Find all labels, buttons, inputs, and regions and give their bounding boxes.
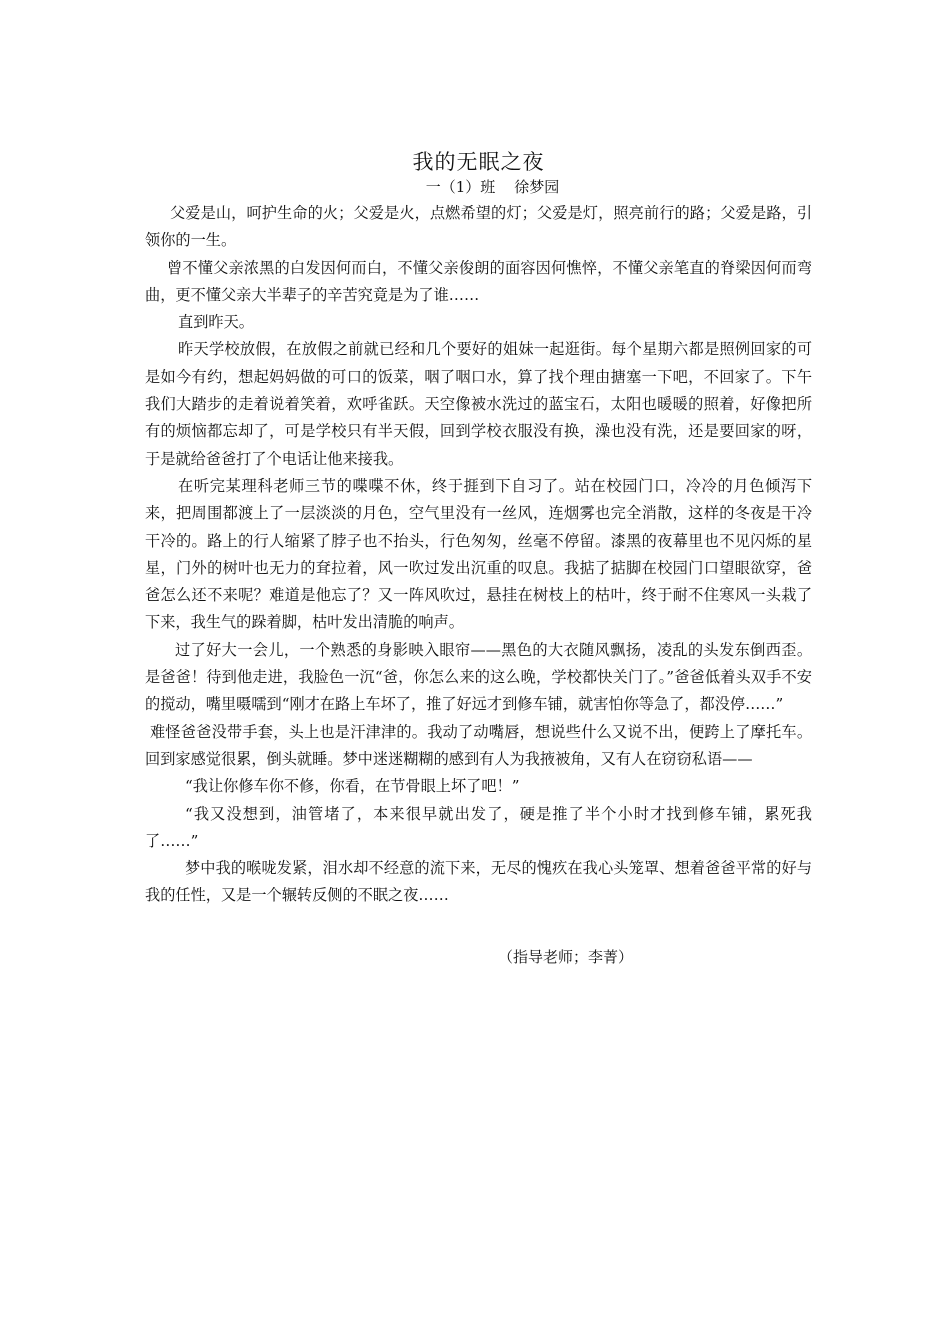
paragraph: 难怪爸爸没带手套，头上也是汗津津的。我动了动嘴唇，想说些什么又说不出，便跨上了摩托车。回到家感觉很累，倒头就睡。梦中迷迷糊糊的感到有人为我掖被角，又有人在窃窃私语——	[145, 722, 812, 768]
author-byline: 一（1）班 徐梦园	[425, 178, 560, 196]
document-title: 我的无眠之夜	[412, 150, 545, 174]
paragraph: “我让你修车你不修，你看，在节骨眼上坏了吧！”	[185, 777, 520, 796]
paragraph: 父爱是山，呵护生命的火；父爱是火，点燃希望的灯；父爱是灯，照亮前行的路；父爱是路，引领你的一生。	[145, 204, 812, 250]
paragraph: 直到昨天。	[178, 313, 254, 332]
paragraph: 昨天学校放假，在放假之前就已经和几个要好的姐妹一起逛街。每个星期六都是照例回家的可是如今有约，想起妈妈做的可口的饭菜，咽了咽口水，算了找个理由搪塞一下吧，不回家了。下午我们大踏步的走着说着笑着，欢呼雀跃。天空像被水洗过的蓝宝石，太阳也暖暖的照着，好像把所有的烦恼都忘却了，可是学校只有半天假，回到学校衣服没有换，澡也没有洗，还是要回家的呀，于是就给爸爸打了个电话让他来接我。	[145, 340, 812, 468]
paragraph: 过了好大一会儿，一个熟悉的身影映入眼帘——黑色的大衣随风飘扬，凌乱的头发东倒西歪。是爸爸！待到他走进，我脸色一沉“爸，你怎么来的这么晚，学校都快关门了。”爸爸低着头双手不安的搅动，嘴里嗫嚅到“刚才在路上车坏了，推了好远才到修车铺，就害怕你等急了，都没停……”	[145, 640, 812, 714]
teacher-note: （指导老师；李菁）	[498, 948, 634, 966]
paragraph: 梦中我的喉咙发紧，泪水却不经意的流下来，无尽的愧疚在我心头笼罩、想着爸爸平常的好与我的任性，又是一个辗转反侧的不眠之夜……	[145, 859, 812, 905]
paragraph: “我又没想到，油管堵了，本来很早就出发了，硬是推了半个小时才找到修车铺，累死我了……”	[145, 804, 812, 850]
paragraph: 在听完某理科老师三节的喋喋不休，终于捱到下自习了。站在校园门口，冷冷的月色倾泻下来，把周围都渡上了一层淡淡的月色，空气里没有一丝风，连烟雾也完全消散，这样的冬夜是干冷干冷的。路上的行人缩紧了脖子也不抬头，行色匆匆，丝毫不停留。漆黑的夜幕里也不见闪烁的星星，门外的树叶也无力的耷拉着，风一吹过发出沉重的叹息。我掂了掂脚在校园门口望眼欲穿，爸爸怎么还不来呢？难道是他忘了？又一阵风吹过，悬挂在树枝上的枯叶，终于耐不住寒风一头栽了下来，我生气的跺着脚，枯叶发出清脆的响声。	[145, 476, 812, 632]
document-body	[145, 148, 812, 910]
paragraph: 曾不懂父亲浓黑的白发因何而白，不懂父亲俊朗的面容因何憔悴，不懂父亲笔直的脊梁因何而弯曲，更不懂父亲大半辈子的辛苦究竟是为了谁……	[145, 258, 812, 304]
